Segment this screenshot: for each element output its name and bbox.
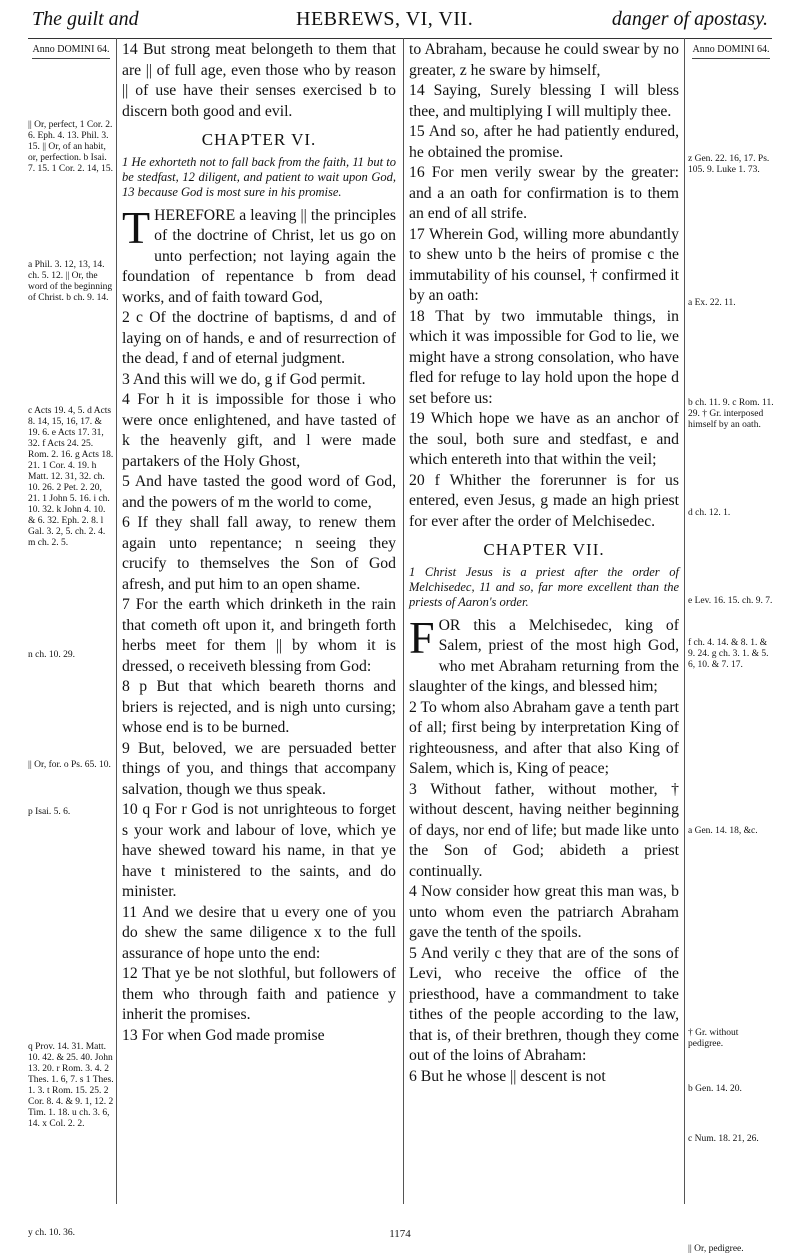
verse-paragraph: 18 That by two immutable things, in which it was impossible for God to lie, we might have a strong consolation, who have fled for refuge to lay hold upon the hope d set before us: [409,307,679,407]
verse-paragraph: 2 c Of the doctrine of baptisms, d and of laying on of hands, e and of resurrection of the dead, f and of eternal judgment. [122,309,396,367]
margin-note: p Isai. 5. 6. [28,807,71,817]
chapter-heading: CHAPTER VI. [201,130,317,149]
verse-paragraph: 17 Wherein God, willing more abundantly to shew unto b the heirs of promise c the immutability of his counsel, † confirmed it by an oath: [409,225,679,304]
right-margin-notes [688,40,774,1254]
margin-note: || Or, for. o Ps. 65. 10. [28,760,111,770]
chapter-opening [409,611,679,698]
page-number: 1174 [389,1228,411,1240]
verse-paragraph: 12 That ye be not slothful, but followers of them who through faith and patience y inherit the promises. [122,965,396,1023]
margin-note: † Gr. without pedigree. [688,1028,739,1049]
verse-paragraph: 6 But he whose || descent is not [409,1067,606,1085]
margin-note: n ch. 10. 29. [28,650,75,660]
left-margin-notes [28,40,114,1238]
margin-note: d ch. 12. 1. [688,508,731,518]
verse-paragraph: 5 And verily c they that are of the sons of Levi, who receive the office of the priesthood, have a commandment to take tithes of the people according to the law, that is, of their brethren, though they come out of the loins of Abraham: [409,944,679,1064]
column-divider-center [403,38,404,1204]
drop-cap: T [122,201,151,253]
margin-note: || Or, perfect, 1 Cor. 2. 6. Eph. 4. 13. Phil. 3. 15. || Or, of an habit, or, perfection. b Isai. 7. 15. 1 Cor. 2. 14, 15. [28,120,113,174]
opening-text: OR this a Melchisedec, king of Salem, priest of the most high God, who met Abraham returning from the slaughter of the kings, and blessed him; [409,616,679,695]
margin-note: b ch. 11. 9. c Rom. 11. 29. † Gr. interposed himself by an oath. [688,398,774,430]
running-header [28,0,772,40]
verse-paragraph: 3 And this will we do, g if God permit. [122,370,366,388]
column-two [409,40,679,1087]
verse-paragraph: 7 For the earth which drinketh in the rain that cometh oft upon it, and bringeth forth herbs meet for them || by whom it is dressed, o receiveth blessing from God: [122,596,396,675]
chapter-opening [122,201,396,309]
chapter-summary: 1 Christ Jesus is a priest after the order of Melchisedec, 11 and so, far more excellent than the priests of Aaron's order. [409,564,679,609]
verse-paragraph: 6 If they shall fall away, to renew them again unto repentance; n seeing they crucify to themselves the Son of God afresh, and put him to an open shame. [122,514,396,593]
verse-paragraph: 8 p But that which beareth thorns and briers is rejected, and is nigh unto cursing; whose end is to be burned. [122,678,396,736]
anno-domini-left: Anno DOMINI 64. [32,44,110,59]
margin-note: a Ex. 22. 11. [688,298,736,308]
verse-paragraph: 4 Now consider how great this man was, b unto whom even the patriarch Abraham gave the tenth of the spoils. [409,883,679,941]
margin-note: || Or, pedigree. [688,1244,744,1254]
chapter-heading: CHAPTER VII. [483,540,605,559]
column-divider-right [684,38,685,1204]
column-divider-left [116,38,117,1204]
verse-paragraph: 14 Saying, Surely blessing I will bless thee, and multiplying I will multiply thee. [409,82,679,120]
opening-text: HEREFORE a leaving || the principles of the doctrine of Christ, let us go on unto perfection; not laying again the foundation of repentance b from dead works, and of faith toward God, [122,206,396,306]
verse-paragraph: 11 And we desire that u every one of you do shew the same diligence x to the full assurance of hope unto the end: [122,903,396,962]
chapter-summary: 1 He exhorteth not to fall back from the faith, 11 but to be stedfast, 12 diligent, and patient to wait upon God, 13 because God is most sure in his promise. [122,154,396,199]
margin-note: q Prov. 14. 31. Matt. 10. 42. & 25. 40. John 13. 20. r Rom. 3. 4. 2 Thes. 1. 6, 7. s 1 Thes. 1. 3. t Rom. 15. 25. 2 Cor. 8. 4. & 9. 1, 12. 2 Tim. 1. 18. u ch. 3. 6, 14. x Col. 2. 2. [28,1042,114,1129]
column-one [122,40,396,1046]
header-rule [28,38,772,39]
verse-paragraph: 3 Without father, without mother, † without descent, having neither beginning of days, nor end of life; but made like unto the Son of God; abideth a priest continually. [409,780,679,880]
margin-note: c Num. 18. 21, 26. [688,1134,759,1144]
verse-paragraph: 4 For h it is impossible for those i who were once enlightened, and have tasted of k the heavenly gift, and l were made partakers of the Holy Ghost, [122,391,396,470]
header-center: HEBREWS, VI, VII. [296,8,474,30]
verse-paragraph: 20 f Whither the forerunner is for us entered, even Jesus, g made an high priest for ever after the order of Melchisedec. [409,471,679,530]
verse-paragraph: 10 q For r God is not unrighteous to forget s your work and labour of love, which ye have shewed toward his name, in that ye have t ministered to the saints, and do minister. [122,801,396,900]
verse-paragraph: 13 For when God made promise [122,1026,325,1044]
margin-note: b Gen. 14. 20. [688,1084,742,1094]
verse-paragraph: 2 To whom also Abraham gave a tenth part of all; first being by interpretation King of righteousness, and after that also King of Salem, which is, King of peace; [409,698,679,777]
margin-note: a Phil. 3. 12, 13, 14. ch. 5. 12. || Or, the word of the beginning of Christ. b ch. 9. 14. [28,260,113,303]
verse-paragraph: 9 But, beloved, we are persuaded better things of you, and things that accompany salvation, though we thus speak. [122,739,396,798]
header-left: The guilt and [32,8,139,30]
verse-paragraph: 16 For men verily swear by the greater: and a an oath for confirmation is to them an end of all strife. [409,164,679,222]
verse-paragraph: to Abraham, because he could swear by no greater, z he sware by himself, [409,41,679,79]
drop-cap: F [409,611,435,663]
margin-note: f ch. 4. 14. & 8. 1. & 9. 24. g ch. 3. 1. & 5. 6, 10. & 7. 17. [688,638,769,670]
margin-note: e Lev. 16. 15. ch. 9. 7. [688,596,773,606]
header-right: danger of apostasy. [611,8,768,30]
margin-note: a Gen. 14. 18, &c. [688,826,758,836]
verse-paragraph: 5 And have tasted the good word of God, and the powers of m the world to come, [122,473,396,511]
margin-note: z Gen. 22. 16, 17. Ps. 105. 9. Luke 1. 73. [688,154,770,175]
verse-paragraph: 19 Which hope we have as an anchor of the soul, both sure and stedfast, e and which entereth into that within the veil; [409,410,679,468]
verse-paragraph: 15 And so, after he had patiently endured, he obtained the promise. [409,123,679,161]
anno-domini-right: Anno DOMINI 64. [692,44,770,59]
margin-note: y ch. 10. 36. [28,1228,75,1238]
margin-note: c Acts 19. 4, 5. d Acts 8. 14, 15, 16, 17. & 19. 6. e Acts 17. 31, 32. f Acts 24. 25. Rom. 2. 16. g Acts 18. 21. 1 Cor. 4. 19. h Matt. 12. 31, 32. ch. 10. 26. 2 Pet. 2. 20, 21. 1 John 5. 16. i ch. 10. 32. k John 4. 10. & 6. 32. Eph. 2. 8. l Gal. 3. 2, 5. ch. 2. 4. m ch. 2. 5. [28,406,114,548]
verse-paragraph: 14 But strong meat belongeth to them that are || of full age, even those who by reason || of use have their senses exercised b to discern both good and evil. [122,41,396,120]
